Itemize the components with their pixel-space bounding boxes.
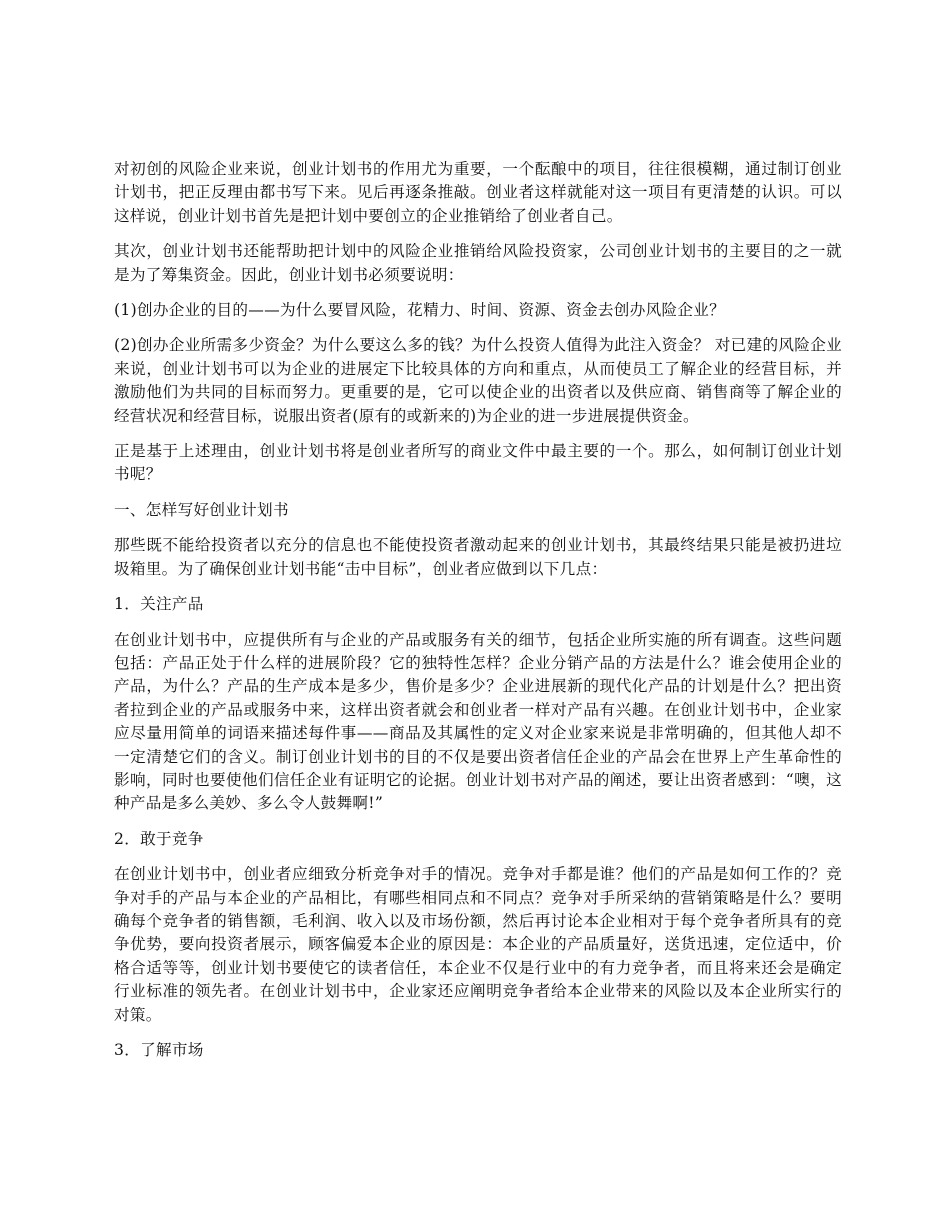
conclusion-paragraph: 正是基于上述理由，创业计划书将是创业者所写的商业文件中最主要的一个。那么，如何制订创业计划书呢？ (114, 442, 842, 484)
document-page (114, 158, 842, 1074)
purpose-item-1: (1)创办企业的目的——为什么要冒风险，花精力、时间、资源、资金去创办风险企业？ (114, 301, 726, 320)
subheading-compete: 2．敢于竞争 (114, 829, 204, 848)
subheading-focus-product: 1．关注产品 (114, 595, 204, 614)
product-paragraph: 在创业计划书中，应提供所有与企业的产品或服务有关的细节，包括企业所实施的所有调查。这些问题包括：产品正处于什么样的进展阶段？它的独特性怎样？企业分销产品的方法是什么？谁会使用企业的产品，为什么？产品的生产成本是多少，售价是多少？企业进展新的现代化产品的计划是什么？把出资者拉到企业的产品或服务中来，这样出资者就会和创业者一样对产品有兴趣。在创业计划书中，企业家应尽量用简单的词语来描述每件事——商品及其属性的定义对企业家来说是非常明确的，但其他人却不一定清楚它们的含义。制订创业计划书的目的不仅是要出资者信任企业的产品会在世界上产生革命性的影响，同时也要使他们信任企业有证明它的论据。创业计划书对产品的阐述，要让出资者感到：“噢，这种产品是多么美妙、多么令人鼓舞啊!” (114, 630, 842, 813)
intro-paragraph-1: 对初创的风险企业来说，创业计划书的作用尤为重要，一个酝酿中的项目，往往很模糊，通过制订创业计划书，把正反理由都书写下来。见后再逐条推敲。创业者这样就能对这一项目有更清楚的认识。可以这样说，创业计划书首先是把计划中要创立的企业推销给了创业者自己。 (114, 160, 842, 225)
section-heading-how-to-write: 一、怎样写好创业计划书 (114, 500, 289, 519)
intro-paragraph-2: 其次，创业计划书还能帮助把计划中的风险企业推销给风险投资家，公司创业计划书的主要目的之一就是为了筹集资金。因此，创业计划书必须要说明： (114, 242, 842, 284)
section-intro-paragraph: 那些既不能给投资者以充分的信息也不能使投资者激动起来的创业计划书，其最终结果只能是被扔进垃圾箱里。为了确保创业计划书能“击中目标”，创业者应做到以下几点： (114, 536, 842, 578)
competition-paragraph: 在创业计划书中，创业者应细致分析竞争对手的情况。竞争对手都是谁？他们的产品是如何工作的？竞争对手的产品与本企业的产品相比，有哪些相同点和不同点？竞争对手所采纳的营销策略是什么？要明确每个竞争者的销售额，毛利润、收入以及市场份额，然后再讨论本企业相对于每个竞争者所具有的竞争优势，要向投资者展示，顾客偏爱本企业的原因是：本企业的产品质量好，送货迅速，定位适中，价格合适等等，创业计划书要使它的读者信任，本企业不仅是行业中的有力竞争者，而且将来还会是确定行业标准的领先者。在创业计划书中，企业家还应阐明竞争者给本企业带来的风险以及本企业所实行的对策。 (114, 865, 842, 1024)
purpose-item-2: (2)创办企业所需多少资金？为什么要这么多的钱？为什么投资人值得为此注入资金？ 对已建的风险企业来说，创业计划书可以为企业的进展定下比较具体的方向和重点，从而使员工了解企业的经营目标，并激励他们为共同的目标而努力。更重要的是，它可以使企业的出资者以及供应商、销售商等了解企业的经营状况和经营目标，说服出资者(原有的或新来的)为企业的进一步进展提供资金。 (114, 336, 842, 425)
subheading-know-market: 3．了解市场 (114, 1041, 204, 1059)
